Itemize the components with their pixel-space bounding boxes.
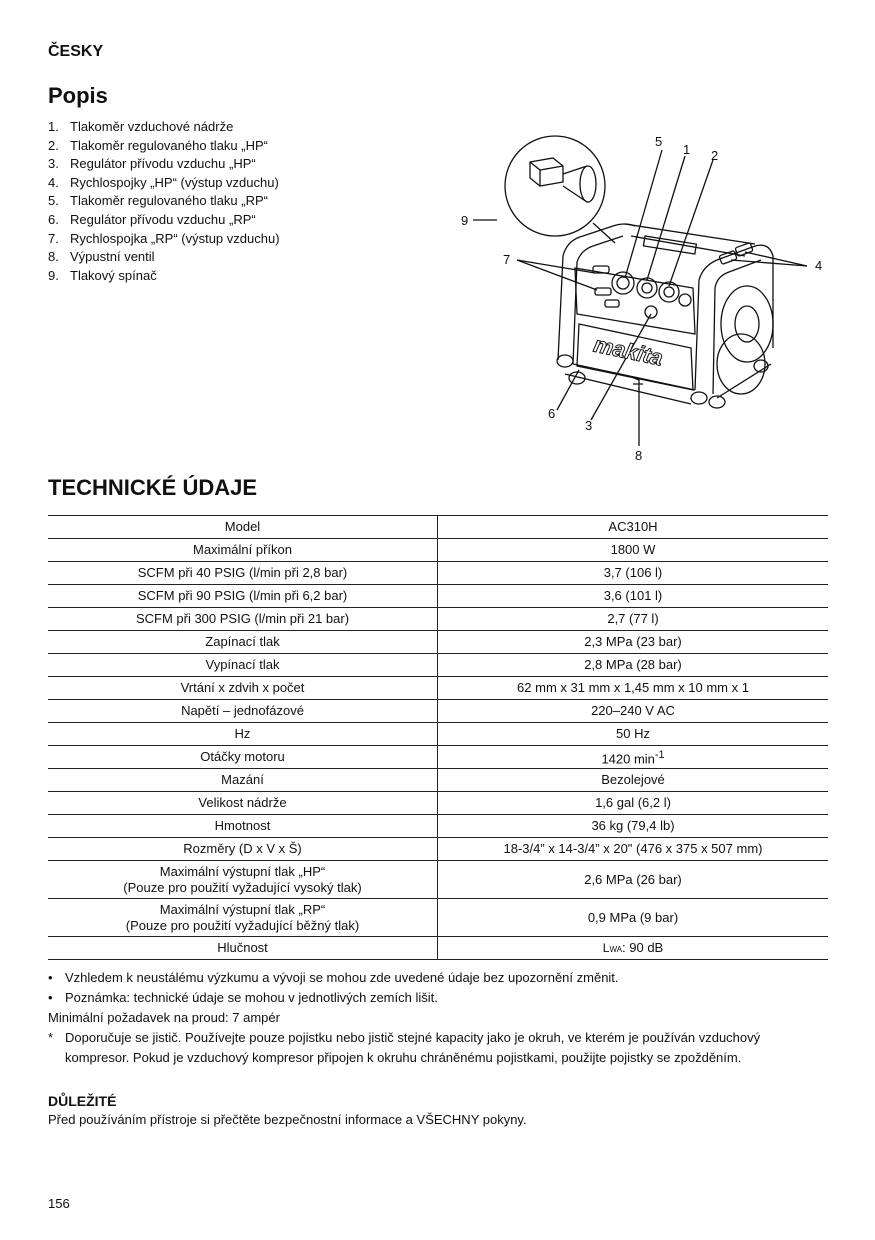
list-item-number: 2.	[48, 137, 59, 153]
quick-coupler-rp	[595, 288, 611, 295]
spec-label: Hmotnost	[48, 815, 438, 838]
spec-label: Hlučnost	[48, 937, 438, 960]
table-row	[48, 677, 828, 700]
callout-label: 5	[655, 134, 663, 149]
table-row	[48, 700, 828, 723]
spec-value: 50 Hz	[438, 723, 829, 746]
table-row	[48, 631, 828, 654]
spec-label: Hz	[48, 723, 438, 746]
spec-value: 2,3 MPa (23 bar)	[438, 631, 829, 654]
list-item-text: Rychlospojky „HP“ (výstup vzduchu)	[70, 174, 279, 190]
gauge-tank	[612, 272, 634, 294]
table-row	[48, 937, 828, 960]
important-text: Před používáním přístroje si přečtěte bezpečnostní informace a VŠECHNY pokyny.	[48, 1112, 527, 1127]
table-row	[48, 539, 828, 562]
table-row	[48, 815, 828, 838]
table-row	[48, 654, 828, 677]
spec-label: Vypínací tlak	[48, 654, 438, 677]
spec-value: 2,6 MPa (26 bar)	[438, 861, 829, 899]
list-item-number: 1.	[48, 119, 59, 134]
spec-value: 1,6 gal (6,2 l)	[438, 792, 829, 815]
spec-value: 0,9 MPa (9 bar)	[438, 899, 829, 937]
list-item-number: 9.	[48, 267, 59, 283]
callout-label: 7	[503, 252, 511, 267]
table-row	[48, 746, 828, 769]
table-row	[48, 585, 828, 608]
list-item	[48, 267, 280, 286]
gauge-hp	[637, 278, 657, 298]
spec-label: Otáčky motoru	[48, 746, 438, 769]
spec-label: SCFM při 90 PSIG (l/min při 6,2 bar)	[48, 585, 438, 608]
callout-label: 4	[815, 258, 823, 273]
spec-label: Maximální výstupní tlak „RP“	[159, 901, 326, 917]
spec-label: Model	[48, 516, 438, 539]
spec-value: AC310H	[438, 516, 829, 539]
list-item-number: 7.	[48, 230, 59, 246]
spec-value: 18-3/4” x 14-3/4” x 20" (476 x 375 x 507 mm)	[438, 838, 829, 861]
spec-label: Zapínací tlak	[48, 631, 438, 654]
list-item	[48, 968, 828, 988]
page-number: 156	[48, 1196, 70, 1211]
callout-label: 1	[683, 142, 691, 157]
foot	[691, 392, 707, 404]
spec-value-cell	[438, 937, 829, 960]
quick-coupler-hp	[719, 251, 737, 265]
spec-value: 3,6 (101 l)	[438, 585, 829, 608]
table-row	[48, 608, 828, 631]
list-item	[48, 192, 280, 211]
spec-value: 220–240 V AC	[438, 700, 829, 723]
spec-label: Vrtání x zdvih x počet	[48, 677, 438, 700]
list-item-number: 5.	[48, 193, 59, 209]
min-current-note: Minimální požadavek na proud: 7 ampér	[48, 1010, 280, 1025]
table-row	[48, 562, 828, 585]
note-text: Vzhledem k neustálému výzkumu a vývoji se mohou zde uvedené údaje bez upozornění změnit.	[65, 970, 619, 985]
spec-value: 2,8 MPa (28 bar)	[438, 654, 829, 677]
language-label: ČESKY	[48, 43, 104, 60]
list-item	[48, 211, 280, 230]
table-row	[48, 792, 828, 815]
spec-label: SCFM při 300 PSIG (l/min při 21 bar)	[48, 608, 438, 631]
pressure-switch-detail	[530, 158, 596, 202]
carry-handle	[643, 236, 696, 254]
control-panel	[575, 268, 695, 334]
note-text: Poznámka: technické údaje se mohou v jednotlivých zemích lišit.	[65, 990, 438, 1005]
callout-label: 3	[585, 418, 593, 433]
list-item	[48, 1028, 828, 1068]
list-item	[48, 174, 280, 193]
table-row	[48, 899, 828, 937]
specifications-table	[48, 515, 828, 960]
foot	[557, 355, 573, 367]
list-item-number: 3.	[48, 156, 59, 172]
list-item-text: Tlakoměr regulovaného tlaku „RP“	[70, 193, 268, 209]
spec-value: 3,7 (106 l)	[438, 562, 829, 585]
table-row	[48, 838, 828, 861]
spec-value: 1800 W	[438, 539, 829, 562]
callout-label: 2	[711, 148, 719, 163]
callout-label: 8	[635, 448, 643, 463]
list-item-text: Tlakoměr regulovaného tlaku „HP“	[70, 137, 268, 153]
brand-logo: makita	[591, 331, 666, 371]
list-item	[48, 118, 280, 137]
regulator-hp-knob	[645, 306, 657, 318]
description-heading: Popis	[48, 83, 108, 108]
table-row	[48, 516, 828, 539]
spec-label-note: (Pouze pro použití vyžadující běžný tlak)	[125, 917, 360, 933]
list-item	[48, 155, 280, 174]
list-item	[48, 137, 280, 156]
spec-label-cell	[48, 899, 438, 937]
spec-value: 1420 min	[601, 751, 655, 767]
detail-zoom-circle	[505, 136, 605, 236]
spec-value: 2,7 (77 l)	[438, 608, 829, 631]
spec-label-note: (Pouze pro použití vyžadující vysoký tlak)	[123, 879, 362, 895]
list-item	[48, 230, 280, 249]
table-row	[48, 723, 828, 746]
spec-label: Mazání	[48, 769, 438, 792]
spec-value: 36 kg (79,4 lb)	[438, 815, 829, 838]
spec-value: : 90 dB	[622, 940, 664, 955]
spec-label-cell	[48, 861, 438, 899]
spec-label: Maximální výstupní tlak „HP“	[159, 863, 326, 879]
spec-value-prefix: Lwa	[602, 941, 623, 955]
list-item-text: Tlakoměr vzduchové nádrže	[70, 119, 234, 134]
list-item-text: Rychlospojka „RP“ (výstup vzduchu)	[70, 230, 280, 246]
motor-cover	[721, 286, 773, 362]
list-item-text: Regulátor přívodu vzduchu „HP“	[70, 156, 256, 172]
list-item-number: 6.	[48, 211, 59, 227]
list-item-number: 4.	[48, 174, 59, 190]
notes-section	[48, 968, 828, 1068]
list-item-text: Regulátor přívodu vzduchu „RP“	[70, 211, 256, 227]
callout-label: 9	[461, 213, 469, 228]
spec-value: Bezolejové	[438, 769, 829, 792]
spec-label: SCFM při 40 PSIG (l/min při 2,8 bar)	[48, 562, 438, 585]
list-item-text: Tlakový spínač	[70, 267, 157, 283]
compressor-frame	[558, 224, 773, 404]
callout-label: 6	[548, 406, 556, 421]
spec-label: Maximální příkon	[48, 539, 438, 562]
spec-label: Rozměry (D x V x Š)	[48, 838, 438, 861]
table-row	[48, 769, 828, 792]
list-item	[48, 248, 280, 267]
list-item-number: 8.	[48, 249, 59, 265]
spec-label: Napětí – jednofázové	[48, 700, 438, 723]
important-heading: DŮLEŽITÉ	[48, 1093, 117, 1109]
spec-label: Velikost nádrže	[48, 792, 438, 815]
list-item-text: Výpustní ventil	[70, 249, 155, 265]
bullet-mark: •	[48, 970, 53, 985]
table-row	[48, 861, 828, 899]
description-list	[48, 118, 280, 285]
technical-data-heading: TECHNICKÉ ÚDAJE	[48, 475, 258, 500]
spec-value-superscript: -1	[654, 748, 665, 761]
note-text: Doporučuje se jistič. Používejte pouze pojistku nebo jistič stejné kapacity jako je okruh, ve kterém je používán vzduchový kompresor. Pokud je vzduchový kompresor připojen k okruhu chráněnému pojistkami, použijte pojistky se zpožděním.	[65, 1030, 761, 1065]
spec-value: 62 mm x 31 mm x 1,45 mm x 10 mm x 1	[438, 677, 829, 700]
asterisk-mark: *	[48, 1030, 54, 1045]
bullet-mark: •	[48, 990, 53, 1005]
spec-value-cell	[438, 746, 829, 769]
regulator-knob	[679, 294, 691, 306]
list-item	[48, 988, 828, 1008]
compressor-illustration	[455, 128, 835, 470]
